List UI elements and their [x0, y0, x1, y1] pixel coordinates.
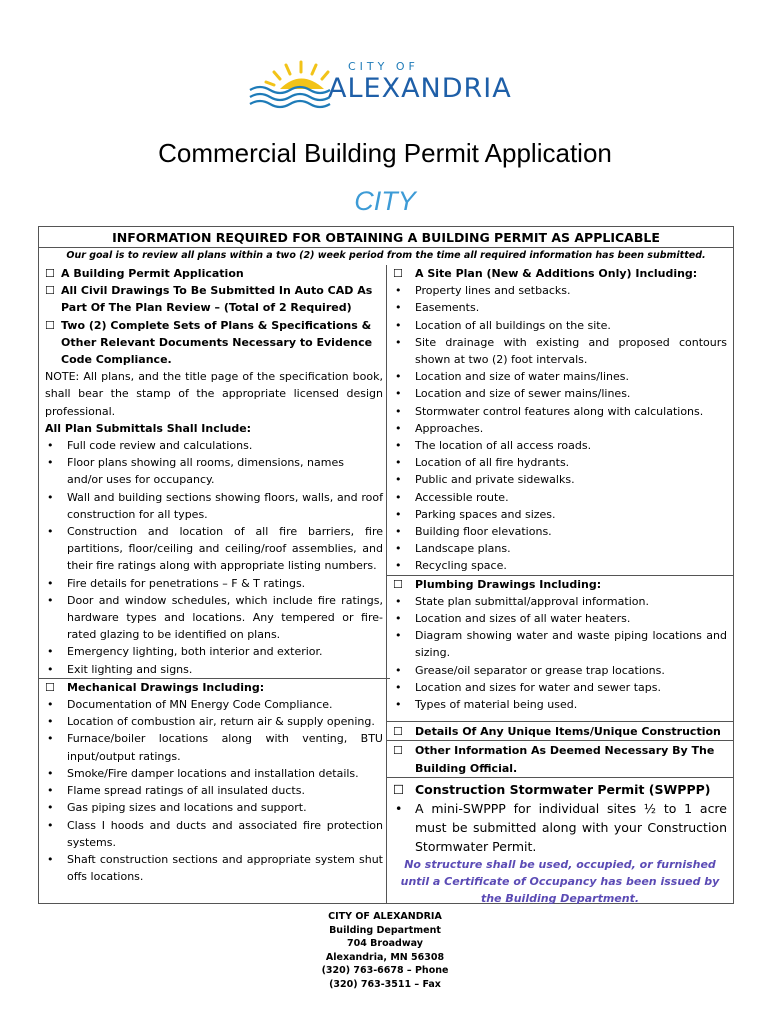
checkbox-icon[interactable]: ☐ [393, 744, 403, 758]
page-title: Commercial Building Permit Application [158, 138, 612, 168]
list-item: • Parking spaces and sizes. [393, 506, 727, 523]
site-plan-list [393, 282, 727, 574]
list-item: • Public and private sidewalks. [393, 471, 727, 488]
bullet-icon: • [395, 629, 402, 643]
bullet-icon: • [395, 594, 402, 608]
bullet-icon: • [395, 507, 402, 521]
list-item: • Shaft construction sections and appropriate system shut offs locations. [47, 852, 383, 884]
bullet-icon: • [395, 404, 402, 418]
plumbing-list [393, 593, 727, 713]
bullet-icon: • [395, 542, 402, 556]
bullet-icon: • [395, 490, 402, 504]
bullet-icon: • [395, 473, 402, 487]
bullet-icon: • [47, 698, 54, 712]
checkbox-icon[interactable]: ☐ [393, 781, 405, 797]
unique-items-heading: Details Of Any Unique Items/Unique Construction [415, 725, 721, 739]
checklist-item [393, 742, 727, 776]
section-divider [386, 740, 734, 741]
list-item: • Easements. [393, 299, 727, 316]
other-info-heading: Other Information As Deemed Necessary By The Building Official. [415, 744, 715, 775]
mechanical-list [45, 696, 383, 885]
list-item: • Location of combustion air, return air & supply opening. [45, 713, 383, 730]
list-item: • Fire details for penetrations – F & T ratings. [45, 575, 383, 592]
checkbox-icon[interactable]: ☐ [393, 725, 403, 739]
section-divider [386, 721, 734, 722]
bullet-icon: • [395, 318, 402, 332]
bullet-icon: • [47, 525, 54, 539]
checklist-label: A Building Permit Application [61, 267, 244, 280]
section-divider [386, 777, 734, 778]
bullet-icon: • [47, 576, 54, 590]
bullet-icon: • [47, 852, 54, 866]
list-item: • Landscape plans. [393, 540, 727, 557]
bullet-icon: • [47, 818, 54, 832]
bullet-icon: • [395, 370, 402, 384]
stamp-note: NOTE: All plans, and the title page of the specification book, shall bear the stamp of the appropriate licensed design professional. [45, 370, 383, 418]
column-divider [386, 265, 387, 903]
list-item: • Accessible route. [393, 489, 727, 506]
bullet-icon: • [395, 680, 402, 694]
checklist-item [45, 282, 383, 316]
right-column [393, 265, 727, 907]
list-item: • Full code review and calculations. [45, 437, 383, 454]
checklist-item [45, 679, 383, 696]
list-item: • Grease/oil separator or grease trap locations. [393, 662, 727, 679]
checklist-label: Two (2) Complete Sets of Plans & Specifications & Other Relevant Documents Necessary to Evidence Code Compliance. [61, 318, 373, 367]
bullet-icon: • [395, 698, 402, 712]
bullet-icon: • [47, 593, 54, 607]
bullet-icon: • [47, 439, 54, 453]
bullet-icon: • [395, 284, 402, 298]
city-logo [240, 56, 530, 112]
checkbox-icon[interactable]: ☐ [45, 267, 55, 280]
goal-statement: Our goal is to review all plans within a two (2) week period from the time all required information has been submitted. [66, 250, 706, 261]
bullet-icon: • [47, 456, 54, 470]
bullet-icon: • [395, 612, 402, 626]
bullet-icon: • [47, 784, 54, 798]
list-item: • Location and size of sewer mains/lines. [393, 385, 727, 402]
checklist-item [45, 317, 383, 369]
list-item: • Location of all fire hydrants. [393, 454, 727, 471]
mechanical-heading: Mechanical Drawings Including: [67, 680, 265, 694]
checklist-item [393, 780, 727, 799]
bullet-icon: • [395, 456, 402, 470]
list-item: • Recycling space. [393, 557, 727, 574]
checkbox-icon[interactable]: ☐ [393, 577, 403, 591]
footer-org: CITY OF ALEXANDRIA [328, 911, 442, 922]
bullet-icon: • [47, 645, 54, 659]
bullet-icon: • [395, 387, 402, 401]
bullet-icon: • [395, 335, 402, 349]
list-item: • Location and sizes for water and sewer taps. [393, 679, 727, 696]
footer-fax: (320) 763-3511 – Fax [329, 978, 441, 990]
checkbox-icon[interactable]: ☐ [45, 284, 55, 298]
sun-waves-icon [246, 56, 336, 112]
bullet-icon: • [47, 490, 54, 504]
list-item: • Approaches. [393, 420, 727, 437]
list-item: • Emergency lighting, both interior and exterior. [45, 643, 383, 660]
list-item: • Documentation of MN Energy Code Compliance. [45, 696, 383, 713]
list-item: • Smoke/Fire damper locations and installation details. [45, 765, 383, 782]
list-item: • Site drainage with existing and proposed contours shown at two (2) foot intervals. [395, 335, 727, 367]
plumbing-heading: Plumbing Drawings Including: [415, 577, 602, 591]
checklist-item [45, 265, 383, 282]
list-item: • Property lines and setbacks. [393, 282, 727, 299]
bullet-icon: • [395, 525, 402, 539]
bullet-icon: • [395, 421, 402, 435]
list-item: • Wall and building sections showing floors, walls, and roof construction for all types. [47, 490, 383, 521]
checklist-item [393, 723, 727, 740]
checkbox-icon[interactable]: ☐ [45, 318, 55, 332]
list-item: • Location and sizes of all water heaters. [393, 610, 727, 627]
bullet-icon: • [47, 715, 54, 729]
footer-department: Building Department [329, 924, 441, 936]
checkbox-icon[interactable]: ☐ [45, 680, 55, 694]
bullet-icon: • [395, 800, 403, 816]
list-item: • Floor plans showing all rooms, dimensions, names and/or uses for occupancy. [47, 456, 344, 487]
bullet-icon: • [47, 801, 54, 815]
contact-footer [0, 910, 770, 991]
list-item: • Building floor elevations. [393, 523, 727, 540]
swppp-heading: Construction Stormwater Permit (SWPPP) [415, 781, 711, 797]
footer-city: Alexandria, MN 56308 [325, 951, 445, 963]
bullet-icon: • [395, 301, 402, 315]
list-item: • Exit lighting and signs. [45, 661, 383, 678]
footer-street: 704 Broadway [347, 938, 423, 949]
submittals-list [45, 437, 383, 678]
list-item: • Stormwater control features along with calculations. [393, 403, 727, 420]
bullet-icon: • [47, 732, 54, 746]
list-item: • A mini-SWPPP for individual sites ½ to 1 acre must be submitted along with your Construction Stormwater Permit. [395, 800, 727, 854]
list-item: • Diagram showing water and waste piping locations and sizing. [395, 629, 727, 660]
logo-city-of: CITY OF [348, 60, 419, 73]
footer-phone: (320) 763-6678 – Phone [321, 965, 449, 976]
bullet-icon: • [47, 766, 54, 780]
requirements-table [38, 226, 734, 904]
bullet-icon: • [47, 662, 54, 676]
list-item: • Flame spread ratings of all insulated ducts. [45, 782, 383, 799]
list-item: • State plan submittal/approval information. [393, 593, 727, 610]
list-item: • Location of all buildings on the site. [393, 317, 727, 334]
logo-name: ALEXANDRIA [328, 73, 512, 104]
checklist-item [393, 265, 727, 282]
checklist-item [393, 576, 727, 593]
submittals-heading: All Plan Submittals Shall Include: [45, 421, 252, 435]
list-item: • Types of material being used. [393, 696, 727, 713]
checklist-label: All Civil Drawings To Be Submitted In Auto CAD As Part Of The Plan Review – (Total of 2 Required) [61, 284, 373, 315]
occupancy-notice: No structure shall be used, occupied, or furnished until a Certificate of Occupancy has been issued by the Building Department. [400, 857, 720, 905]
list-item: • Location and size of water mains/lines. [393, 368, 727, 385]
bullet-icon: • [395, 559, 402, 573]
list-item: • Construction and location of all fire barriers, fire partitions, floor/ceiling and ceiling/roof assemblies, and their fire ratings along with appropriate listing numbers. [47, 525, 383, 573]
page-subtitle: CITY [354, 186, 416, 216]
list-item: • Class I hoods and ducts and associated fire protection systems. [47, 818, 383, 849]
list-item: • Furnace/boiler locations along with venting, BTU input/output ratings. [47, 732, 383, 763]
site-plan-heading: A Site Plan (New & Additions Only) Including: [415, 267, 698, 280]
list-item: • The location of all access roads. [393, 437, 727, 454]
checkbox-icon[interactable]: ☐ [393, 267, 403, 280]
bullet-icon: • [395, 439, 402, 453]
table-header: INFORMATION REQUIRED FOR OBTAINING A BUILDING PERMIT AS APPLICABLE [39, 227, 733, 248]
left-column [45, 265, 383, 885]
list-item: • Gas piping sizes and locations and support. [45, 799, 383, 816]
list-item: • Door and window schedules, which include fire ratings, hardware types and locations. Any tempered or fire-rated glazing to be identified on plans. [47, 593, 383, 642]
bullet-icon: • [395, 663, 402, 677]
